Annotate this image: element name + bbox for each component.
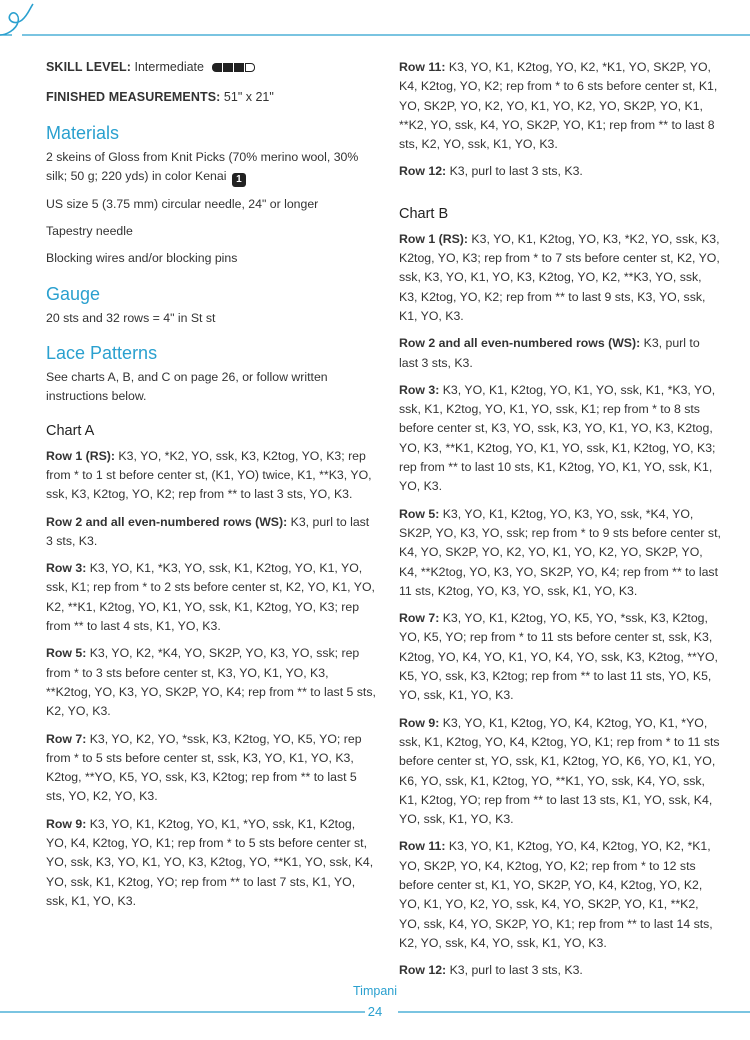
row-text: K3, YO, K1, K2tog, YO, K5, YO, *ssk, K3, K2tog, YO, K5, YO; rep from * to 11 sts before center st, ssk, K3, K2tog, YO, K4, YO, K1, YO, K4, YO, ssk, K3, K2tog, **YO, K5, YO, ssk, K3, K2tog; rep from ** to last 11 sts, YO, K5, YO, ssk, K1, YO, K3.: [399, 611, 718, 703]
page-number: 24: [367, 1004, 383, 1019]
row-text: K3, YO, K1, K2tog, YO, K3, *K2, YO, ssk, K3, K2tog, YO, K3; rep from * to 7 sts before center st, K2, YO, ssk, K3, YO, K1, YO, K3, K2tog, YO, K2, **K3, YO, ssk, K3, K2tog, YO, K2; rep from ** to last 9 sts, K3, YO, ssk, K1, YO, K3.: [399, 231, 720, 323]
chart-b-row: [399, 230, 721, 326]
chart-a-row: [46, 447, 376, 505]
row-text: K3, YO, K1, K2tog, YO, K4, K2tog, YO, K1, *YO, ssk, K1, K2tog, YO, K4, K2tog, YO, K1; rep from * to 11 sts before center st, YO, ssk, K1, K2tog, YO, K6, YO, K1, YO, K6, YO, ssk, K1, K2tog, YO, **K1, YO, ssk, K4, YO, ssk, K1, K2tog, YO; rep from ** to last 13 sts, K1, YO, ssk, K4, YO, ssk, K1, YO, K3.: [399, 715, 720, 827]
materials-yarn: [46, 148, 376, 187]
top-border-swirl: [0, 0, 750, 60]
row-text: K3, purl to last 3 sts, K3.: [446, 963, 583, 978]
chart-b-row: [399, 609, 721, 705]
row-text: K3, YO, *K2, YO, ssk, K3, K2tog, YO, K3; rep from * to 1 st before center st, (K1, YO) twice, K1, **K3, YO, ssk, K3, K2tog, YO, K2; rep from ** to last 3 sts, YO, K3.: [46, 448, 372, 502]
row-text: K3, YO, K2, *K4, YO, SK2P, YO, K3, YO, ssk; rep from * to 3 sts before center st, K3, YO, K1, YO, K3, **K2tog, YO, K3, YO, SK2P, YO, K4; rep from ** to last 5 sts, K2, YO, K3.: [46, 646, 376, 719]
gauge-text: 20 sts and 32 rows = 4" in St st: [46, 310, 216, 325]
finished-measurements: [46, 88, 376, 107]
lace-patterns-text: See charts A, B, and C on page 26, or follow written instructions below.: [46, 370, 328, 404]
row-text: K3, YO, K1, K2tog, YO, K4, K2tog, YO, K2, *K1, YO, SK2P, YO, K4, K2tog, YO, K2; rep from * to 12 sts before center st, K1, YO, SK2P, YO, K4, K2tog, YO, K2, YO, K1, YO, K2, YO, ssk, K4, YO, SK2P, YO, K1, **K2, YO, ssk, K4, YO, SK2P, YO, K1; rep from ** to last 14 sts, K2, YO, ssk, K4, YO, ssk, K1, YO, K3.: [399, 839, 713, 950]
yarn-weight-icon: 1: [232, 173, 246, 187]
row-text: K3, YO, K2, YO, *ssk, K3, K2tog, YO, K5, YO; rep from * to 5 sts before center st, ssk, K3, YO, K1, YO, K3, K2tog, **YO, K5, YO, ssk, K3, K2tog; rep from ** to last 5 sts, YO, K2, YO, K3.: [46, 731, 362, 804]
chart-b-row: [399, 381, 721, 497]
chart-a-row: [46, 644, 376, 721]
skill-level-label: SKILL LEVEL:: [46, 60, 132, 74]
chart-a-heading: Chart A: [46, 422, 95, 439]
right-column: [399, 58, 721, 988]
row-text: K3, YO, K1, K2tog, YO, K1, *YO, ssk, K1, K2tog, YO, K4, K2tog, YO, K1; rep from * to 5 sts before center st, YO, ssk, K3, YO, K1, YO, K3, K2tog, YO, **K1, YO, ssk, K4, YO, ssk, K1, K2tog, YO; rep from ** to last 7 sts, K1, YO, ssk, K1, YO, K3.: [46, 816, 374, 908]
skill-level-bars-icon: [212, 59, 256, 78]
yarn-text: 2 skeins of Gloss from Knit Picks (70% merino wool, 30% silk; 50 g; 220 yds) in color Kenai: [46, 149, 359, 183]
row-label: Row 9:: [399, 715, 440, 730]
skill-level-value: Intermediate: [134, 60, 204, 74]
left-column: [46, 58, 376, 919]
row-label: Row 2 and all even-numbered rows (WS):: [399, 336, 641, 351]
row-label: Row 11:: [399, 839, 446, 854]
materials-item: US size 5 (3.75 mm) circular needle, 24" or longer: [46, 196, 319, 211]
measurements-label: FINISHED MEASUREMENTS:: [46, 90, 221, 105]
chart-a-row: [399, 58, 721, 154]
chart-a-row: [399, 162, 721, 181]
chart-a-row: [46, 559, 376, 636]
row-label: Row 7:: [399, 611, 440, 626]
row-label: Row 2 and all even-numbered rows (WS):: [46, 514, 288, 529]
row-text: K3, purl to last 3 sts, K3.: [446, 164, 583, 179]
row-label: Row 7:: [46, 731, 87, 746]
chart-b-row: [399, 837, 721, 953]
row-text: K3, purl to last 3 sts, K3.: [399, 336, 700, 370]
row-label: Row 12:: [399, 164, 447, 179]
row-label: Row 3:: [399, 382, 440, 397]
gauge-heading: Gauge: [46, 283, 101, 304]
chart-b-row: [399, 714, 721, 830]
chart-a-row: [46, 815, 376, 911]
chart-b-row: [399, 334, 721, 373]
chart-b-heading: Chart B: [399, 205, 449, 222]
footer-title: Timpani: [353, 984, 397, 998]
materials-heading: Materials: [46, 122, 120, 143]
row-label: Row 5:: [399, 506, 440, 521]
chart-b-row: [399, 961, 721, 980]
row-text: K3, YO, K1, K2tog, YO, K3, YO, ssk, *K4, YO, SK2P, YO, K3, YO, ssk; rep from * to 9 sts before center st, K4, YO, SK2P, YO, K2, YO, K1, YO, K2, YO, SK2P, YO, K4, **K2tog, YO, K3, YO, SK2P, YO, K4; rep from ** to last 11 sts, K2tog, YO, K3, YO, ssk, K1, YO, K3.: [399, 506, 721, 598]
row-text: K3, purl to last 3 sts, K3.: [46, 514, 370, 548]
row-label: Row 1 (RS):: [399, 231, 468, 246]
chart-b-row: [399, 505, 721, 601]
row-text: K3, YO, K1, K2tog, YO, K2, *K1, YO, SK2P, YO, K4, K2tog, YO, K2; rep from * to 6 sts before center st, K1, YO, SK2P, YO, K2, YO, K1, YO, K2, YO, SK2P, YO, K1, **K2, YO, ssk, K4, YO, SK2P, YO, K1; rep from ** to last 8 sts, K2, YO, ssk, K1, YO, K3.: [399, 60, 718, 152]
lace-patterns-heading: Lace Patterns: [46, 343, 158, 364]
row-label: Row 3:: [46, 561, 87, 576]
row-label: Row 9:: [46, 816, 87, 831]
row-text: K3, YO, K1, *K3, YO, ssk, K1, K2tog, YO, K1, YO, ssk, K1; rep from * to 2 sts before center st, K2, YO, K1, YO, K2, **K1, K2tog, YO, K1, YO, ssk, K1, K2tog, YO, K3; rep from ** to last 4 sts, K1, YO, K3.: [46, 561, 375, 634]
measurements-value: 51" x 21": [223, 90, 274, 105]
skill-level: [46, 58, 376, 78]
row-label: Row 1 (RS):: [46, 448, 115, 463]
row-label: Row 5:: [46, 646, 87, 661]
row-label: Row 12:: [399, 963, 447, 978]
row-label: Row 11:: [399, 60, 446, 74]
chart-a-row: [46, 513, 376, 552]
row-text: K3, YO, K1, K2tog, YO, K1, YO, ssk, K1, *K3, YO, ssk, K1, K2tog, YO, K1, YO, ssk, K1; rep from * to 8 sts before center st, K3, YO, ssk, K3, YO, K1, YO, K3, K2tog, YO, K3, **K1, K2tog, YO, K1, YO, ssk, K1, K2tog, YO, K3; rep from ** to last 10 sts, K1, K2tog, YO, K1, YO, ssk, K1, YO, K3.: [399, 382, 716, 494]
chart-a-row: [46, 730, 376, 807]
materials-item: Blocking wires and/or blocking pins: [46, 251, 238, 266]
materials-item: Tapestry needle: [46, 224, 133, 239]
